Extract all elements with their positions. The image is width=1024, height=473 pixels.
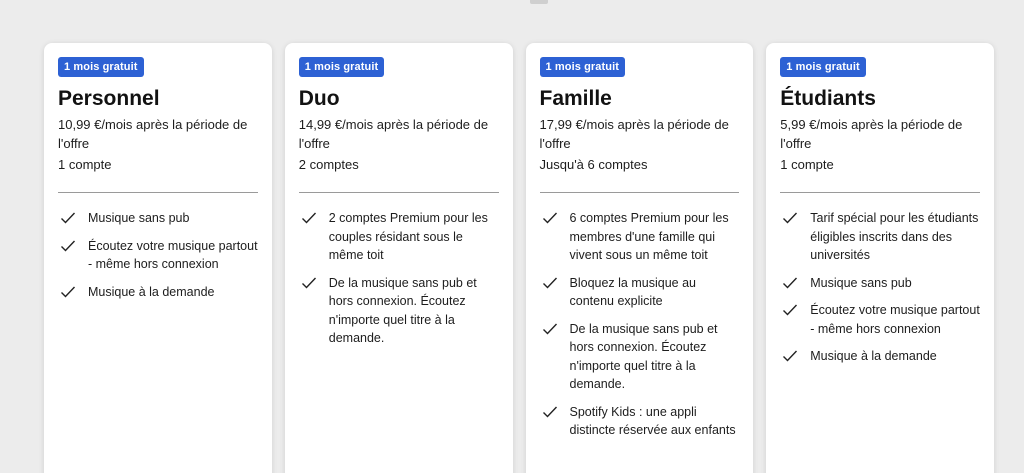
check-icon bbox=[60, 238, 76, 254]
divider bbox=[299, 192, 499, 193]
feature-item bbox=[299, 209, 499, 265]
plan-title: Personnel bbox=[58, 87, 160, 110]
feature-text: Musique sans pub bbox=[810, 275, 912, 290]
plan-price: 10,99 €/mois après la période de l'offre bbox=[58, 117, 248, 151]
feature-list bbox=[780, 209, 980, 366]
plan-accounts: 1 compte bbox=[780, 157, 834, 172]
check-icon bbox=[542, 404, 558, 420]
divider bbox=[58, 192, 258, 193]
check-icon bbox=[301, 275, 317, 291]
check-icon bbox=[782, 302, 798, 318]
check-icon bbox=[542, 210, 558, 226]
free-trial-badge: 1 mois gratuit bbox=[58, 57, 144, 77]
check-icon bbox=[542, 321, 558, 337]
plan-title: Duo bbox=[298, 87, 340, 110]
feature-text: Écoutez votre musique partout - même hors connexion bbox=[88, 238, 258, 271]
feature-item bbox=[540, 209, 740, 265]
free-trial-badge: 1 mois gratuit bbox=[299, 57, 385, 77]
plan-accounts: 1 compte bbox=[58, 157, 112, 172]
plan-price: 14,99 €/mois après la période de l'offre bbox=[298, 117, 489, 151]
plan-cards bbox=[44, 43, 994, 473]
feature-text: Tarif spécial pour les étudiants éligibles inscrits dans des universités bbox=[810, 211, 979, 262]
feature-text: Spotify Kids : une appli distincte réservée aux enfants bbox=[569, 404, 736, 437]
feature-item bbox=[58, 283, 258, 302]
feature-list bbox=[299, 209, 499, 348]
plan-price: 5,99 €/mois après la période de l'offre bbox=[780, 117, 963, 151]
plan-title: Famille bbox=[539, 87, 612, 110]
feature-text: Bloquez la musique au contenu explicite bbox=[569, 275, 696, 308]
plan-accounts: Jusqu'à 6 comptes bbox=[539, 157, 648, 172]
feature-item bbox=[780, 209, 980, 265]
feature-item bbox=[540, 403, 740, 440]
plan-title: Étudiants bbox=[780, 87, 876, 110]
free-trial-badge: 1 mois gratuit bbox=[780, 57, 866, 77]
check-icon bbox=[782, 210, 798, 226]
divider bbox=[780, 192, 980, 193]
top-handle bbox=[530, 0, 548, 4]
feature-item bbox=[780, 347, 980, 366]
plan-card-personnel[interactable] bbox=[44, 43, 272, 473]
divider bbox=[540, 192, 740, 193]
check-icon bbox=[301, 210, 317, 226]
feature-text: 6 comptes Premium pour les membres d'une famille qui vivent sous un même toit bbox=[569, 211, 729, 262]
feature-text: Musique à la demande bbox=[810, 349, 937, 363]
feature-text: Musique sans pub bbox=[88, 211, 190, 225]
plan-card-duo[interactable] bbox=[285, 43, 513, 473]
check-icon bbox=[542, 275, 558, 291]
plan-card-famille[interactable] bbox=[526, 43, 754, 473]
feature-item bbox=[540, 274, 740, 311]
plan-price: 17,99 €/mois après la période de l'offre bbox=[539, 117, 729, 151]
feature-text: De la musique sans pub et hors connexion. Écoutez n'importe quel titre à la demande. bbox=[328, 275, 477, 345]
plan-accounts: 2 comptes bbox=[298, 157, 359, 172]
feature-text: 2 comptes Premium pour les couples résidant sous le même toit bbox=[328, 211, 488, 262]
feature-item bbox=[540, 320, 740, 394]
feature-text: Écoutez votre musique partout - même hors connexion bbox=[810, 303, 980, 336]
feature-item bbox=[780, 274, 980, 293]
feature-text: De la musique sans pub et hors connexion. Écoutez n'importe quel titre à la demande. bbox=[569, 321, 718, 391]
feature-item bbox=[299, 274, 499, 348]
feature-item bbox=[58, 209, 258, 228]
check-icon bbox=[782, 348, 798, 364]
check-icon bbox=[782, 275, 798, 291]
check-icon bbox=[60, 284, 76, 300]
free-trial-badge: 1 mois gratuit bbox=[540, 57, 626, 77]
feature-text: Musique à la demande bbox=[88, 284, 215, 299]
feature-list bbox=[540, 209, 740, 440]
plan-card-etudiants[interactable] bbox=[766, 43, 994, 473]
feature-item bbox=[58, 237, 258, 274]
feature-item bbox=[780, 301, 980, 338]
feature-list bbox=[58, 209, 258, 301]
check-icon bbox=[60, 210, 76, 226]
